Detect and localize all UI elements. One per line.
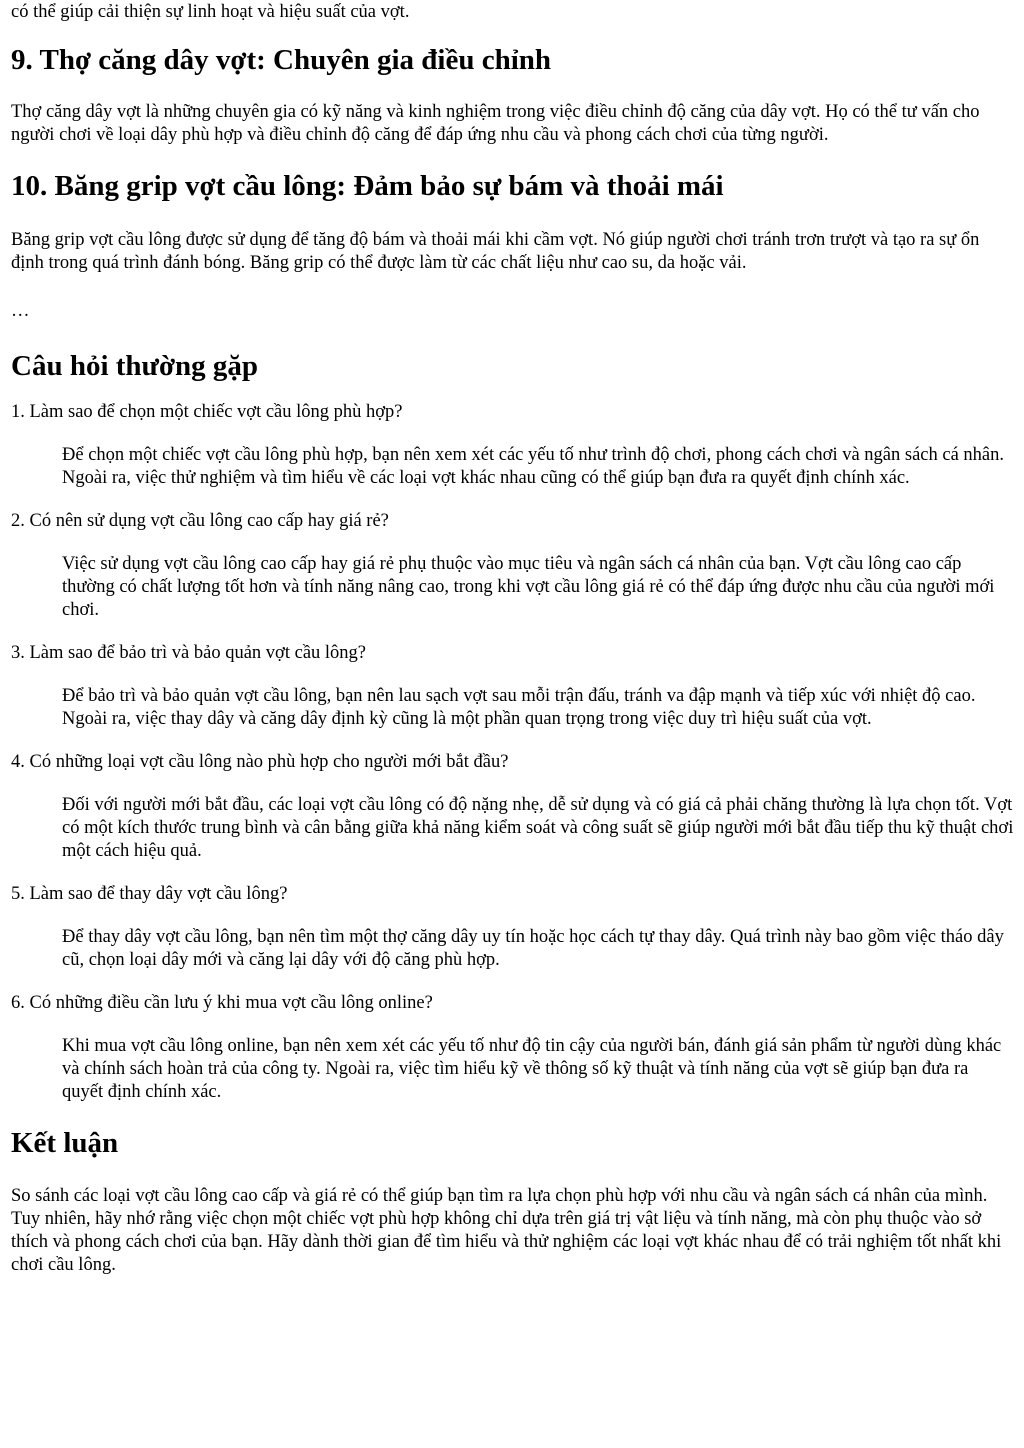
faq-question: 5. Làm sao để thay dây vợt cầu lông? bbox=[11, 884, 288, 904]
conclusion-paragraph: So sánh các loại vợt cầu lông cao cấp và giá rẻ có thể giúp bạn tìm ra lựa chọn phù hợp với nhu cầu và ngân sách cá nhân của mình. Tuy nhiên, hãy nhớ rằng việc chọn một chiếc vợt phù hợp không chỉ dựa trên giá trị vật liệu và tính năng, mà còn phụ thuộc vào sở thích và phong cách chơi của bạn. Hãy dành thời gian để tìm hiểu và thử nghiệm các loại vợt khác nhau để có trải nghiệm tốt nhất khi chơi cầu lông. bbox=[11, 1186, 1002, 1275]
ellipsis-text: … bbox=[11, 301, 30, 321]
faq-answer: Để chọn một chiếc vợt cầu lông phù hợp, bạn nên xem xét các yếu tố như trình độ chơi, phong cách chơi và ngân sách cá nhân. Ngoài ra, việc thử nghiệm và tìm hiểu về các loại vợt khác nhau cũng có thể giúp bạn đưa ra quyết định chính xác. bbox=[62, 445, 1005, 488]
section-10-heading: 10. Băng grip vợt cầu lông: Đảm bảo sự bám và thoải mái bbox=[11, 170, 724, 202]
faq-answer: Để thay dây vợt cầu lông, bạn nên tìm một thợ căng dây uy tín hoặc học cách tự thay dây. Quá trình này bao gồm việc tháo dây cũ, chọn loại dây mới và căng lại dây với độ căng phù hợp. bbox=[62, 927, 1004, 970]
conclusion-heading: Kết luận bbox=[11, 1127, 119, 1159]
faq-answer: Khi mua vợt cầu lông online, bạn nên xem xét các yếu tố như độ tin cậy của người bán, đánh giá sản phẩm từ người dùng khác và chính sách hoàn trả của công ty. Ngoài ra, việc tìm hiểu kỹ về thông số kỹ thuật và tính năng của vợt sẽ giúp bạn đưa ra quyết định chính xác. bbox=[62, 1036, 1002, 1102]
faq-item-4 bbox=[11, 751, 1014, 863]
intro-tail-paragraph: có thể giúp cải thiện sự linh hoạt và hiệu suất của vợt. bbox=[11, 2, 410, 22]
faq-answer: Việc sử dụng vợt cầu lông cao cấp hay giá rẻ phụ thuộc vào mục tiêu và ngân sách cá nhân của bạn. Vợt cầu lông cao cấp thường có chất lượng tốt hơn và tính năng nâng cao, trong khi vợt cầu lông giá rẻ có thể đáp ứng được nhu cầu của người mới chơi. bbox=[62, 554, 995, 620]
faq-item-5 bbox=[11, 883, 1014, 972]
section-9-paragraph: Thợ căng dây vợt là những chuyên gia có kỹ năng và kinh nghiệm trong việc điều chỉnh độ căng của dây vợt. Họ có thể tư vấn cho người chơi về loại dây phù hợp và điều chỉnh độ căng để đáp ứng nhu cầu và phong cách chơi của từng người. bbox=[11, 102, 980, 145]
faq-question: 1. Làm sao để chọn một chiếc vợt cầu lông phù hợp? bbox=[11, 402, 403, 422]
faq-item-1 bbox=[11, 401, 1014, 490]
article-body bbox=[11, 0, 1014, 1277]
section-9-heading: 9. Thợ căng dây vợt: Chuyên gia điều chỉnh bbox=[11, 44, 552, 76]
faq-question: 2. Có nên sử dụng vợt cầu lông cao cấp hay giá rẻ? bbox=[11, 511, 389, 531]
section-10-paragraph: Băng grip vợt cầu lông được sử dụng để tăng độ bám và thoải mái khi cầm vợt. Nó giúp người chơi tránh trơn trượt và tạo ra sự ổn định trong quá trình đánh bóng. Băng grip có thể được làm từ các chất liệu như cao su, da hoặc vải. bbox=[11, 230, 980, 273]
faq-heading: Câu hỏi thường gặp bbox=[11, 350, 259, 382]
faq-answer: Để bảo trì và bảo quản vợt cầu lông, bạn nên lau sạch vợt sau mỗi trận đấu, tránh va đập mạnh và tiếp xúc với nhiệt độ cao. Ngoài ra, việc thay dây và căng dây định kỳ cũng là một phần quan trọng trong việc duy trì hiệu suất của vợt. bbox=[62, 686, 976, 729]
faq-question: 3. Làm sao để bảo trì và bảo quản vợt cầu lông? bbox=[11, 643, 367, 663]
faq-answer: Đối với người mới bắt đầu, các loại vợt cầu lông có độ nặng nhẹ, dễ sử dụng và có giá cả phải chăng thường là lựa chọn tốt. Vợt có một kích thước trung bình và cân bằng giữa khả năng kiểm soát và công suất sẽ giúp người mới bắt đầu tiếp thu kỹ thuật chơi một cách hiệu quả. bbox=[62, 795, 1014, 861]
faq-item-6 bbox=[11, 992, 1014, 1104]
faq-question: 6. Có những điều cần lưu ý khi mua vợt cầu lông online? bbox=[11, 993, 433, 1013]
faq-question: 4. Có những loại vợt cầu lông nào phù hợp cho người mới bắt đầu? bbox=[11, 752, 509, 772]
faq-item-2 bbox=[11, 510, 1014, 622]
faq-item-3 bbox=[11, 642, 1014, 731]
